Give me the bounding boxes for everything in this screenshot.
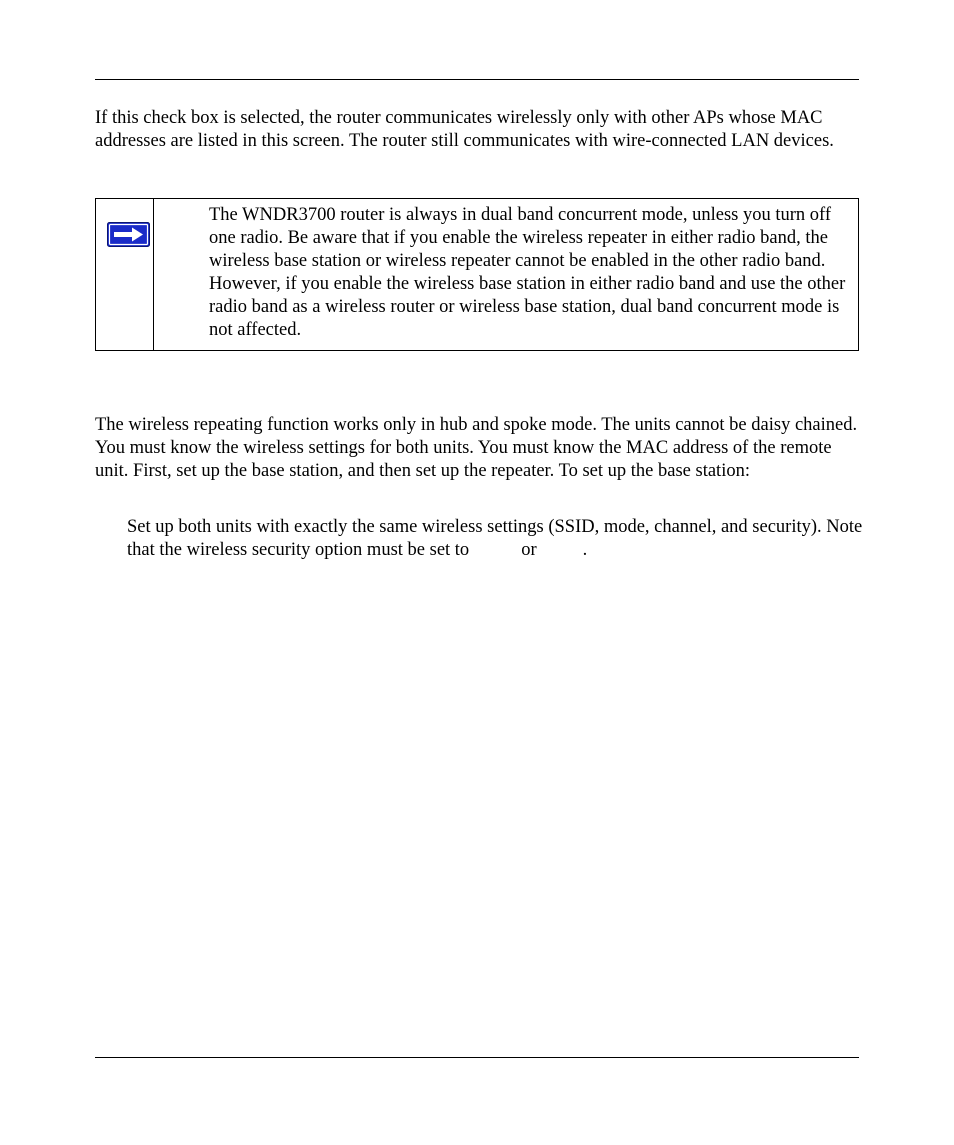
note-divider <box>153 199 154 350</box>
step-1-end: . <box>582 540 588 560</box>
step-1-or: or <box>521 540 537 560</box>
note-text: The WNDR3700 router is always in dual band concurrent mode, unless you turn off one radio. Be aware that if you enable the wireless repeater in either radio band, the wireless base station or wireless repeater cannot be enabled in the other radio band. However, if you enable the wireless base station in either radio band and use the other radio band as a wireless router or wireless base station, dual band concurrent mode is not affected. <box>209 205 846 340</box>
step-1-text: Set up both units with exactly the same wireless settings (SSID, mode, channel, and security). Note that the wireless security option must be set to <box>127 517 863 560</box>
right-arrow-note-icon <box>107 222 150 247</box>
repeating-paragraph: The wireless repeating function works only in hub and spoke mode. The units cannot be daisy chained. You must know the wireless settings for both units. You must know the MAC address of the remote unit. First, set up the base station, and then set up the repeater. To set up the base station: <box>95 415 858 481</box>
intro-paragraph: If this check box is selected, the router communicates wirelessly only with other APs whose MAC addresses are listed in this screen. The router still communicates with wire-connected LAN devices. <box>95 108 834 151</box>
step-1 <box>127 516 872 562</box>
note-box <box>95 198 859 351</box>
header-rule <box>95 79 859 80</box>
footer-rule <box>95 1057 859 1058</box>
